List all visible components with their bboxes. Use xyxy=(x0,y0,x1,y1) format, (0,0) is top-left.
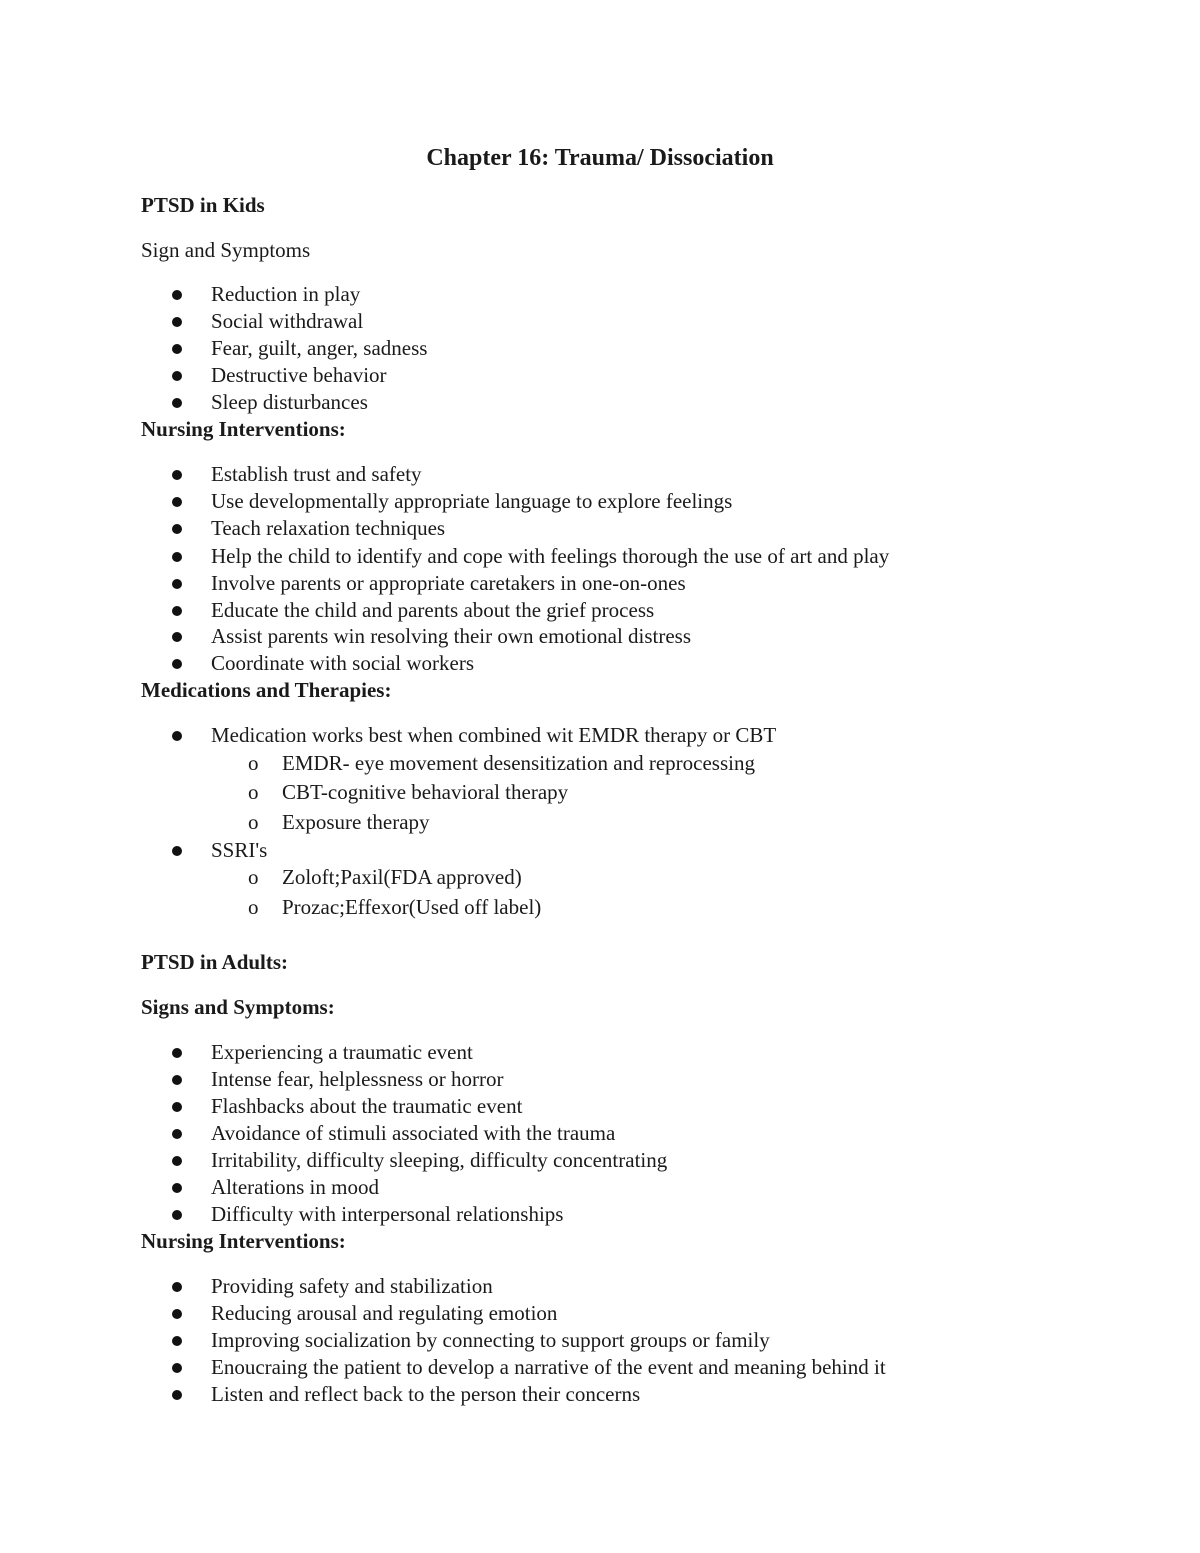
bullet-icon xyxy=(172,371,182,381)
page-title: Chapter 16: Trauma/ Dissociation xyxy=(426,145,774,171)
list-item: Fear, guilt, anger, sadness xyxy=(172,335,427,362)
circle-bullet-icon: o xyxy=(248,865,259,889)
sub-list-item: o EMDR- eye movement desensitization and reprocessing xyxy=(248,751,755,775)
bullet-icon xyxy=(172,290,182,300)
bullet-icon xyxy=(172,731,182,741)
bullet-icon xyxy=(172,1102,182,1112)
bullet-icon xyxy=(172,497,182,507)
list-item: Establish trust and safety xyxy=(172,461,422,488)
list-item: Flashbacks about the traumatic event xyxy=(172,1093,522,1120)
sub-list-item: o Exposure therapy xyxy=(248,810,430,834)
bullet-icon xyxy=(172,398,182,408)
list-item: Use developmentally appropriate language to explore feelings xyxy=(172,488,732,515)
list-item: Reducing arousal and regulating emotion xyxy=(172,1300,557,1327)
sub-list-item: o Prozac;Effexor(Used off label) xyxy=(248,895,542,919)
circle-bullet-icon: o xyxy=(248,780,259,804)
circle-bullet-icon: o xyxy=(248,895,259,919)
list-item: Intense fear, helplessness or horror xyxy=(172,1066,503,1093)
list-item: Difficulty with interpersonal relationships xyxy=(172,1201,563,1228)
kids-meds-heading: Medications and Therapies: xyxy=(141,678,392,702)
adults-heading: PTSD in Adults: xyxy=(141,950,289,974)
list-item: Enoucraing the patient to develop a narrative of the event and meaning behind it xyxy=(172,1354,886,1381)
list-item: Educate the child and parents about the grief process xyxy=(172,597,654,624)
bullet-icon xyxy=(172,524,182,534)
bullet-icon xyxy=(172,659,182,669)
bullet-icon xyxy=(172,552,182,562)
list-item: Alterations in mood xyxy=(172,1174,379,1201)
list-item: Coordinate with social workers xyxy=(172,650,474,677)
circle-bullet-icon: o xyxy=(248,751,259,775)
list-item: Destructive behavior xyxy=(172,362,387,389)
list-item: Improving socialization by connecting to support groups or family xyxy=(172,1327,770,1354)
bullet-icon xyxy=(172,317,182,327)
list-item: SSRI's xyxy=(172,837,267,864)
bullet-icon xyxy=(172,1048,182,1058)
bullet-icon xyxy=(172,344,182,354)
bullet-icon xyxy=(172,1183,182,1193)
list-item: Social withdrawal xyxy=(172,308,363,335)
bullet-icon xyxy=(172,579,182,589)
kids-signs-heading: Sign and Symptoms xyxy=(141,238,311,262)
kids-heading: PTSD in Kids xyxy=(141,193,265,217)
bullet-icon xyxy=(172,1156,182,1166)
bullet-icon xyxy=(172,632,182,642)
bullet-icon xyxy=(172,1336,182,1346)
circle-bullet-icon: o xyxy=(248,810,259,834)
bullet-icon xyxy=(172,846,182,856)
bullet-icon xyxy=(172,1363,182,1373)
list-item: Help the child to identify and cope with feelings thorough the use of art and play xyxy=(172,543,889,570)
bullet-icon xyxy=(172,1282,182,1292)
sub-list-item: o Zoloft;Paxil(FDA approved) xyxy=(248,865,522,889)
list-item: Avoidance of stimuli associated with the trauma xyxy=(172,1120,615,1147)
list-item: Involve parents or appropriate caretakers in one-on-ones xyxy=(172,570,686,597)
list-item: Reduction in play xyxy=(172,281,360,308)
bullet-icon xyxy=(172,606,182,616)
bullet-icon xyxy=(172,1309,182,1319)
kids-interventions-heading: Nursing Interventions: xyxy=(141,417,346,441)
list-item: Listen and reflect back to the person their concerns xyxy=(172,1381,640,1408)
list-item: Irritability, difficulty sleeping, difficulty concentrating xyxy=(172,1147,667,1174)
sub-list-item: o CBT-cognitive behavioral therapy xyxy=(248,780,569,804)
bullet-icon xyxy=(172,1210,182,1220)
list-item: Providing safety and stabilization xyxy=(172,1273,493,1300)
bullet-icon xyxy=(172,1075,182,1085)
adults-signs-heading: Signs and Symptoms: xyxy=(141,995,335,1019)
list-item: Teach relaxation techniques xyxy=(172,515,445,542)
bullet-icon xyxy=(172,1390,182,1400)
adults-interventions-heading: Nursing Interventions: xyxy=(141,1229,346,1253)
bullet-icon xyxy=(172,1129,182,1139)
list-item: Assist parents win resolving their own emotional distress xyxy=(172,623,691,650)
list-item: Sleep disturbances xyxy=(172,389,368,416)
bullet-icon xyxy=(172,470,182,480)
list-item: Experiencing a traumatic event xyxy=(172,1039,473,1066)
list-item: Medication works best when combined wit EMDR therapy or CBT xyxy=(172,722,776,749)
